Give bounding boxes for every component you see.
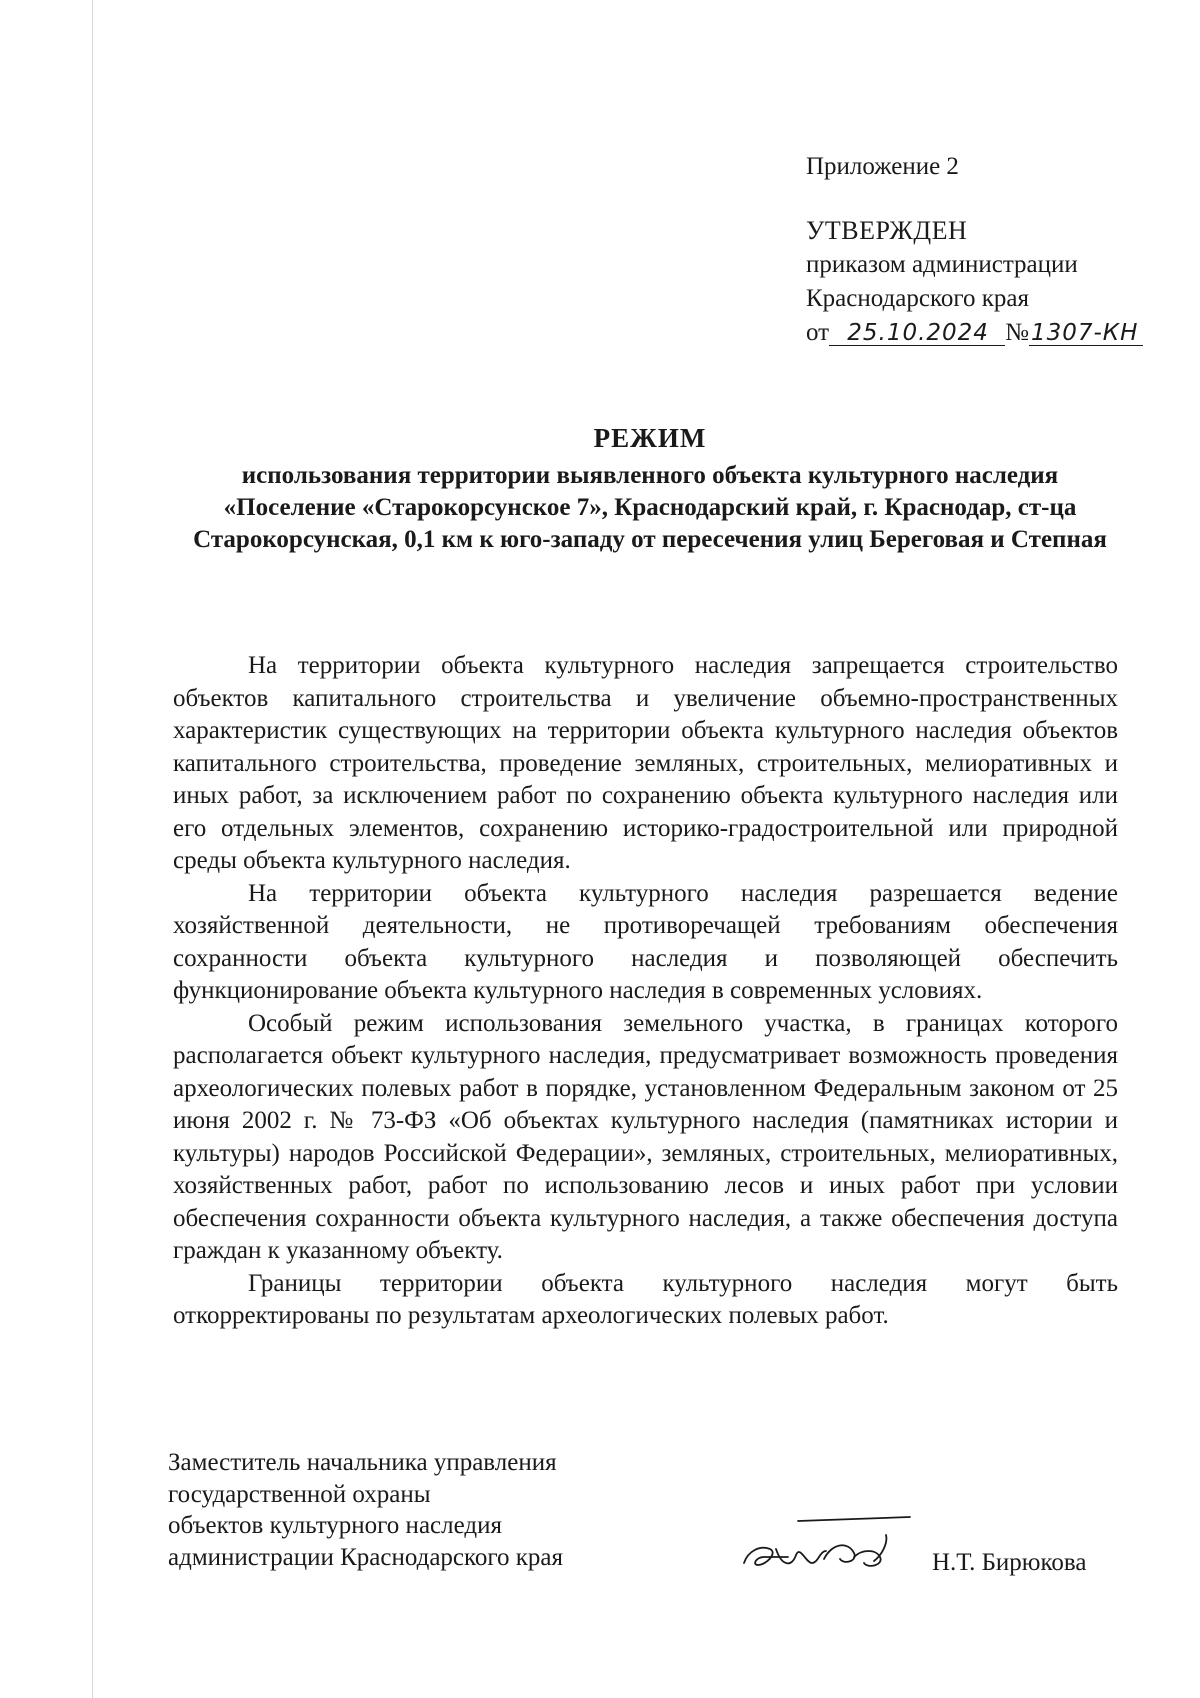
signer-position-line: администрации Краснодарского края [168, 1543, 564, 1571]
signature-block [168, 1447, 1128, 1597]
approval-order-line: приказом администрации [806, 251, 1078, 278]
appendix-label: Приложение 2 [806, 153, 959, 180]
paragraph-special-regime: Особый режим использования земельного участка, в границах которого располагается объект культурного наследия, предусматривает возможность проведения археологических полевых работ в порядке, установленном Федеральным законом от 25 июня 2002 г. № 73-ФЗ «Об объектах культурного наследия (памятниках истории и культуры) народов Российской Федерации», земляных, строительных, мелиоративных, хозяйственных работ, работ по использованию лесов и иных работ при условии обеспечения сохранности объекта культурного наследия, а также обеспечения доступа граждан к указанному объекту. [173, 1009, 1118, 1264]
signer-position-line: государственной охраны [168, 1480, 431, 1508]
approval-date: 25.10.2024 [829, 321, 1005, 346]
document-title-block [150, 420, 1150, 556]
signer-position-line: объектов культурного наследия [168, 1512, 502, 1539]
left-margin-line [92, 0, 93, 1698]
approval-number: 1307-КН [1029, 321, 1143, 346]
document-title: РЕЖИМ [593, 423, 707, 453]
document-subtitle: использования территории выявленного объекта культурного наследия «Поселение «Старокорсунское 7», Краснодарский край, г. Краснодар, ст-ца Старокорсунская, 0,1 км к юго-западу от пересечения улиц Береговая и Степная [193, 462, 1107, 553]
paragraph-boundaries: Границы территории объекта культурного наследия могут быть откорректированы по результатам археологических полевых работ. [173, 1269, 1118, 1329]
approved-label: УТВЕРЖДЕН [806, 216, 968, 245]
signer-name: Н.Т. Бирюкова [932, 1549, 1087, 1576]
signer-position-line: Заместитель начальника управления [168, 1449, 557, 1476]
number-label: № [1005, 319, 1029, 346]
paragraph-prohibitions: На территории объекта культурного наследия запрещается строительство объектов капитального строительства и увеличение объемно-пространственных характеристик существующих на территории объекта культурного наследия объектов капитального строительства, проведение земляных, строительных, мелиоративных и иных работ, за исключением работ по сохранению объекта культурного наследия или его отдельных элементов, сохранению историко-градостроительной или природной среды объекта культурного наследия. [173, 652, 1118, 874]
from-label: от [806, 319, 830, 346]
paragraph-permitted-activity: На территории объекта культурного наследия разрешается ведение хозяйственной деятельности, не противоречащей требованиям обеспечения сохранности объекта культурного наследия и позволяющей обеспечить функционирование объекта культурного наследия в современных условиях. [173, 879, 1118, 1004]
approval-stamp [806, 150, 1143, 350]
approval-region-line: Краснодарского края [806, 285, 1029, 312]
handwritten-signature [736, 1513, 916, 1583]
approval-date-line [806, 316, 1143, 350]
document-body [173, 650, 1118, 1333]
